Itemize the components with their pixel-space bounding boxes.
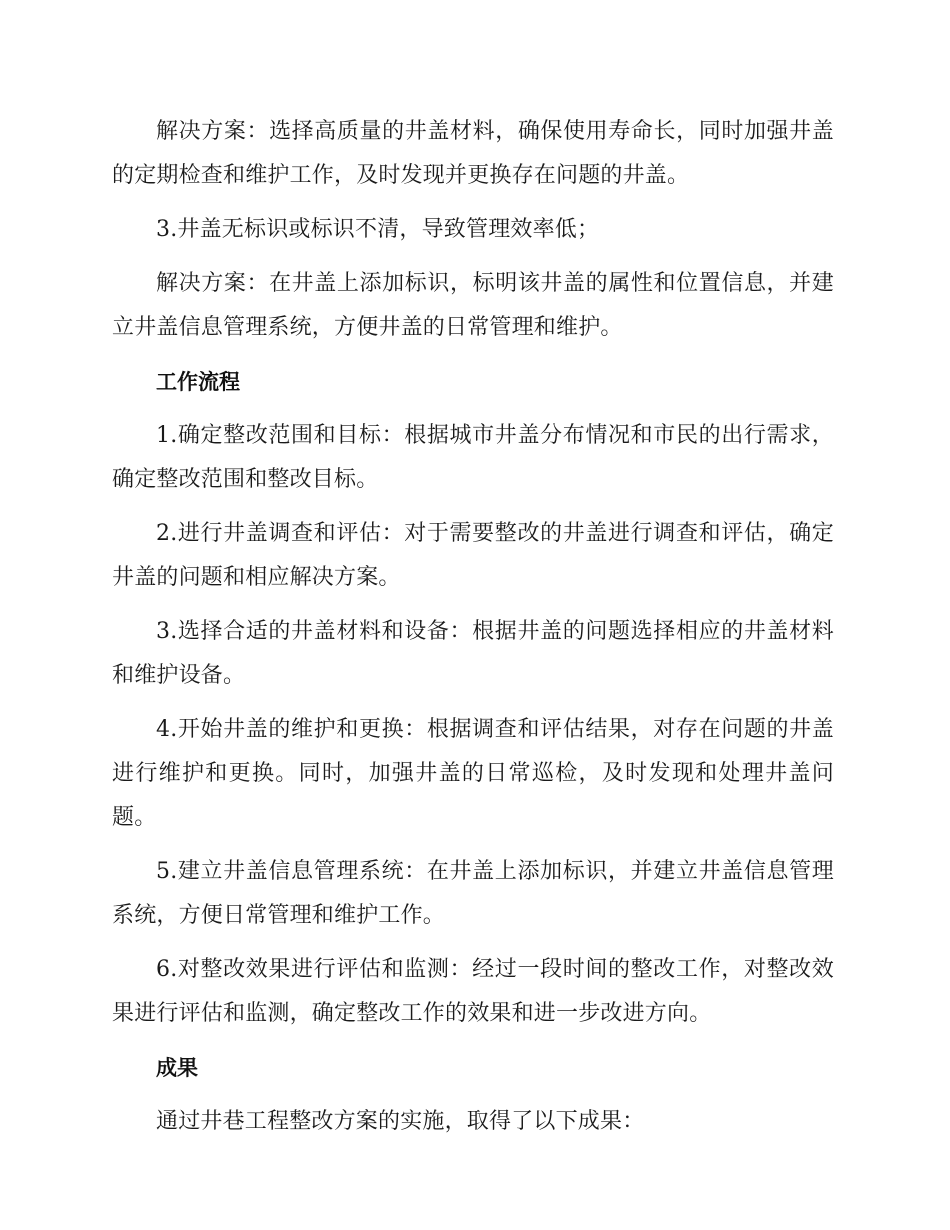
paragraph-step-5: 5.建立井盖信息管理系统：在井盖上添加标识，并建立井盖信息管理系统，方便日常管理和维护工作。: [112, 859, 834, 928]
paragraph-solution-material: 解决方案：选择高质量的井盖材料，确保使用寿命长，同时加强井盖的定期检查和维护工作，及时发现并更换存在问题的井盖。: [112, 119, 834, 188]
paragraph-step-6: 6.对整改效果进行评估和监测：经过一段时间的整改工作，对整改效果进行评估和监测，确定整改工作的效果和进一步改进方向。: [112, 957, 834, 1026]
paragraph-results-intro: 通过井巷工程整改方案的实施，取得了以下成果：: [156, 1109, 645, 1134]
section-heading-results: 成果: [156, 1056, 198, 1080]
document-body: [112, 110, 834, 1154]
paragraph-issue-3: 3.井盖无标识或标识不清，导致管理效率低；: [156, 217, 600, 242]
paragraph-step-3: 3.选择合适的井盖材料和设备：根据井盖的问题选择相应的井盖材料和维护设备。: [112, 619, 834, 688]
paragraph-step-4: 4.开始井盖的维护和更换：根据调查和评估结果，对存在问题的井盖进行维护和更换。同时，加强井盖的日常巡检，及时发现和处理井盖问题。: [112, 717, 834, 830]
paragraph-step-2: 2.进行井盖调查和评估：对于需要整改的井盖进行调查和评估，确定井盖的问题和相应解决方案。: [112, 521, 834, 590]
paragraph-solution-marking: 解决方案：在井盖上添加标识，标明该井盖的属性和位置信息，并建立井盖信息管理系统，方便井盖的日常管理和维护。: [112, 271, 834, 340]
paragraph-step-1: 1.确定整改范围和目标：根据城市井盖分布情况和市民的出行需求，确定整改范围和整改目标。: [112, 423, 834, 492]
section-heading-workflow: 工作流程: [156, 370, 240, 394]
